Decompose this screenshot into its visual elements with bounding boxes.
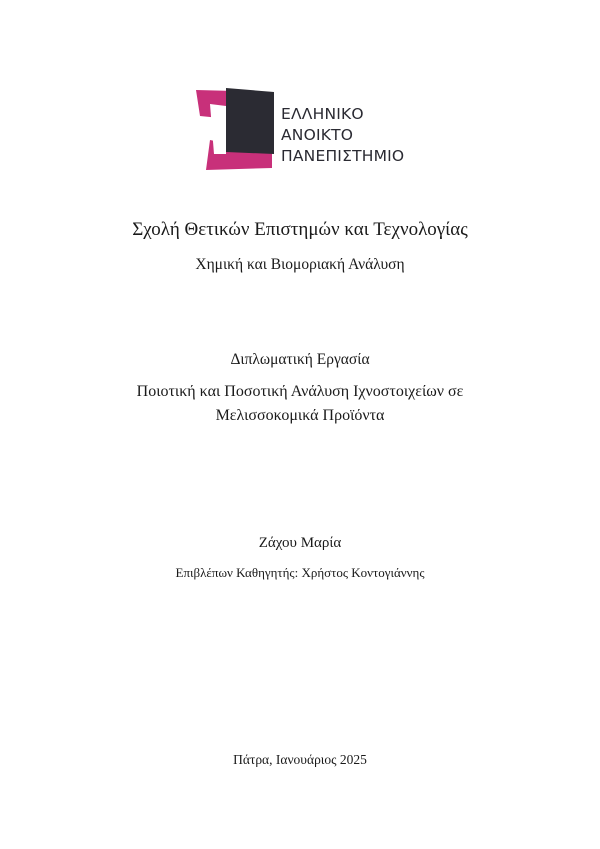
place-date: Πάτρα, Ιανουάριος 2025: [233, 752, 367, 767]
logo-line-3: ΠΑΝΕΠΙΣΤΗΜΙΟ: [281, 147, 405, 165]
school-name: Σχολή Θετικών Επιστημών και Τεχνολογίας: [132, 219, 468, 240]
logo-line-2: ΑΝΟΙΚΤΟ: [281, 126, 354, 144]
thesis-title-line-2: Μελισσοκομικά Προϊόντα: [215, 407, 385, 424]
logo-wordmark: [281, 104, 404, 167]
author-name: Ζάχου Μαρία: [258, 535, 342, 551]
university-logo: [196, 88, 412, 172]
program-name: Χημική και Βιομοριακή Ανάλυση: [195, 256, 405, 273]
supervisor: Επιβλέπων Καθηγητής: Χρήστος Κοντογιάννης: [175, 565, 425, 580]
eap-logo-icon: [196, 88, 282, 172]
thesis-title-line-1: Ποιοτική και Ποσοτική Ανάλυση Ιχνοστοιχείων σε: [136, 383, 464, 400]
thesis-type: Διπλωματική Εργασία: [230, 351, 370, 368]
logo-line-1: ΕΛΛΗΝΙΚΟ: [281, 105, 364, 123]
